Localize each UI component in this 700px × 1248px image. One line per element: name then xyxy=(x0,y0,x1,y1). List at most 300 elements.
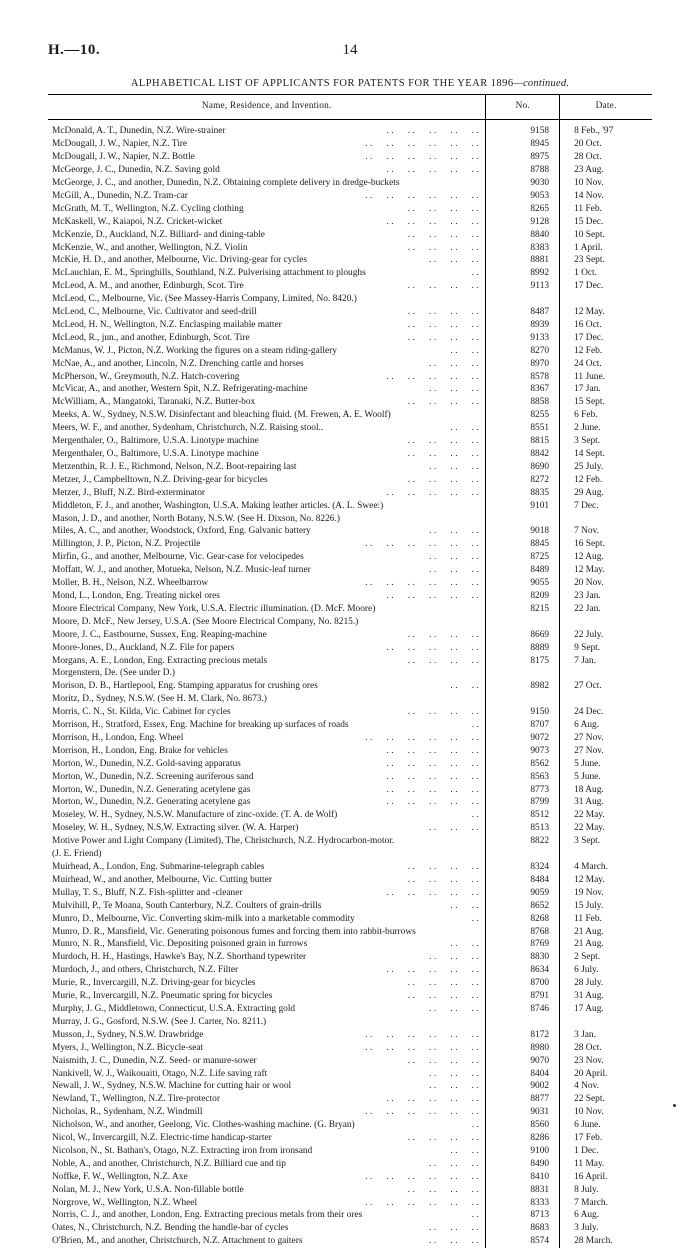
entry-text: Moore-Jones, D., Auckland, N.Z. File for papers xyxy=(52,642,235,653)
entry-text: Murphy, J. G., Middletown, Connecticut, U.S.A. Extracting gold xyxy=(52,1003,296,1014)
entry-text: Muirhead, A., London, Eng. Submarine-telegraph cables xyxy=(52,862,265,872)
entry-date: 8 Feb., '97 xyxy=(574,126,614,137)
entry-number: 9133 xyxy=(486,332,560,345)
entry-number xyxy=(486,693,560,706)
table-row xyxy=(48,461,652,474)
entry-description xyxy=(48,125,486,138)
entry-date: 15 July. xyxy=(574,900,604,911)
entry-number: 8634 xyxy=(486,964,560,977)
leader-dots: .. .. .. .. xyxy=(407,873,482,884)
table-row xyxy=(48,1183,652,1196)
entry-date: 12 Feb. xyxy=(574,345,603,356)
entry-number: 9030 xyxy=(486,177,560,190)
entry-description xyxy=(48,564,486,577)
table-row xyxy=(48,990,652,1003)
entry-text: Nicholas, R., Sydenham, N.Z. Windmill xyxy=(52,1107,203,1118)
table-row xyxy=(48,383,652,396)
entry-number: 8513 xyxy=(486,822,560,835)
leader-dots: .. .. xyxy=(450,680,482,691)
entry-text: Mullay, T. S., Bluff, N.Z. Fish-splitter and -cleaner xyxy=(52,887,243,898)
table-row xyxy=(48,822,652,835)
entry-number: 8858 xyxy=(486,396,560,409)
entry-description xyxy=(48,1003,486,1016)
entry-description xyxy=(48,1028,486,1041)
entry-date: 1 April. xyxy=(574,242,603,253)
column-header-no: No. xyxy=(486,94,560,120)
entry-date: 2 Sept. xyxy=(574,952,601,963)
entry-date: 14 Sept. xyxy=(574,449,605,459)
entry-text: Murdoch, H. H., Hastings, Hawke's Bay, N.Z. Shorthand typewriter xyxy=(52,952,307,963)
leader-dots: .. .. .. .. xyxy=(407,435,482,446)
table-row xyxy=(48,861,652,874)
entry-date: 7 Jan. xyxy=(574,655,596,666)
entry-number: 8324 xyxy=(486,861,560,874)
entry-number: 8788 xyxy=(486,164,560,177)
leader-dots: .. .. .. .. .. xyxy=(386,770,482,781)
entry-text: Musson, J., Sydney, N.S.W. Drawbridge xyxy=(52,1029,204,1040)
entry-date: 3 Sept. xyxy=(574,836,601,847)
leader-dots: .. .. .. .. .. .. xyxy=(365,1196,482,1207)
entry-date: 11 June. xyxy=(574,371,605,382)
table-row xyxy=(48,1158,652,1171)
entry-number: 9100 xyxy=(486,1145,560,1158)
applicants-table xyxy=(48,94,652,1248)
entry-description xyxy=(48,886,486,899)
entry-text: Meeks, A. W., Sydney, N.S.W. Disinfectant and bleaching fluid. (M. Frewen, A. E. Woolf) xyxy=(52,410,391,421)
leader-dots: .. .. .. .. xyxy=(407,706,482,717)
entry-text: McKenzie, D., Auckland, N.Z. Billiard- and dining-table xyxy=(52,229,265,240)
entry-date: 28 March. xyxy=(574,1236,613,1247)
leader-dots: .. .. .. .. xyxy=(407,990,482,1001)
entry-number: 8560 xyxy=(486,1119,560,1132)
leader-dots: .. .. .. .. .. xyxy=(386,744,482,755)
entry-description xyxy=(48,306,486,319)
leader-dots: .. .. .. .. .. .. xyxy=(365,1106,482,1117)
entry-description xyxy=(48,448,486,461)
entry-description xyxy=(48,357,486,370)
entry-description xyxy=(48,667,486,680)
entry-date: 12 May. xyxy=(574,307,605,318)
entry-description xyxy=(48,1016,486,1029)
entry-description xyxy=(48,499,486,512)
entry-date: 7 Nov. xyxy=(574,526,599,537)
leader-dots: .. .. .. xyxy=(429,1157,482,1168)
table-row xyxy=(48,577,652,590)
leader-dots: .. .. .. .. .. xyxy=(386,757,482,768)
entry-description xyxy=(48,241,486,254)
entry-date: 7 March. xyxy=(574,1197,608,1208)
entry-number: 8791 xyxy=(486,990,560,1003)
leader-dots: .. .. .. .. .. .. xyxy=(365,731,482,742)
table-row xyxy=(48,138,652,151)
entry-number: 8487 xyxy=(486,306,560,319)
entry-text: Morton, W., Dunedin, N.Z. Gold-saving apparatus xyxy=(52,758,241,769)
entry-number: 8215 xyxy=(486,603,560,616)
entry-date: 23 Sept. xyxy=(574,255,605,266)
entry-date: 9 Sept. xyxy=(574,642,601,653)
entry-text: Newland, T., Wellington, N.Z. Tire-protector xyxy=(52,1094,220,1105)
entry-description xyxy=(48,912,486,925)
entry-date: 12 Aug. xyxy=(574,552,604,563)
page-number: 14 xyxy=(342,42,358,58)
entry-number xyxy=(486,293,560,306)
table-row xyxy=(48,603,652,616)
entry-text: Morgenstern, De. (See under D.) xyxy=(52,668,175,679)
table-row xyxy=(48,1145,652,1158)
entry-number: 8725 xyxy=(486,551,560,564)
entry-number: 8840 xyxy=(486,228,560,241)
entry-number: 8799 xyxy=(486,796,560,809)
table-row xyxy=(48,964,652,977)
entry-description xyxy=(48,551,486,564)
entry-text: McKie, H. D., and another, Melbourne, Vic. Driving-gear for cycles xyxy=(52,255,308,266)
entry-text: McLeod, H. N., Wellington, N.Z. Enclasping mailable matter xyxy=(52,319,282,330)
entry-number: 8830 xyxy=(486,951,560,964)
entry-text: Muirhead, W., and another, Melbourne, Vic. Cutting butter xyxy=(52,874,272,885)
entry-text: McLeod, C., Melbourne, Vic. (See Massey-Harris Company, Limited, No. 8420.) xyxy=(52,294,357,305)
entry-date: 17 Feb. xyxy=(574,1133,603,1144)
leader-dots: .. .. .. .. xyxy=(407,861,482,871)
entry-number: 9070 xyxy=(486,1054,560,1067)
entry-text: Middleton, F. J., and another, Washington, U.S.A. Making leather articles. (A. L. Swee:) xyxy=(52,500,384,511)
entry-description xyxy=(48,680,486,693)
entry-number: 8939 xyxy=(486,319,560,332)
entry-description xyxy=(48,1145,486,1158)
entry-description xyxy=(48,835,486,848)
entry-description xyxy=(48,1067,486,1080)
leader-dots: .. xyxy=(471,1209,482,1220)
entry-description xyxy=(48,396,486,409)
entry-description xyxy=(48,693,486,706)
table-row xyxy=(48,125,652,138)
entry-description xyxy=(48,1054,486,1067)
entry-text: Nicol, W., Invercargill, N.Z. Electric-time handicap-starter xyxy=(52,1133,272,1144)
leader-dots: .. .. .. .. xyxy=(407,280,482,291)
leader-dots: .. xyxy=(471,809,482,820)
table-row xyxy=(48,293,652,306)
entry-date: 24 Oct. xyxy=(574,358,602,369)
entry-text: Motive Power and Light Company (Limited), The, Christchurch, N.Z. Hydrocarbon-motor. xyxy=(52,836,395,847)
entry-number: 8272 xyxy=(486,473,560,486)
leader-dots: .. .. .. .. .. xyxy=(386,1093,482,1104)
leader-dots: .. .. .. .. .. .. xyxy=(365,538,482,549)
entry-number: 9031 xyxy=(486,1106,560,1119)
entry-date xyxy=(560,693,652,706)
entry-date: 3 Sept. xyxy=(574,436,601,447)
table-row xyxy=(48,202,652,215)
entry-number: 8333 xyxy=(486,1196,560,1209)
entry-date: 16 Sept. xyxy=(574,539,605,550)
entry-description xyxy=(48,422,486,435)
entry-number: 8982 xyxy=(486,680,560,693)
entry-date: 24 Dec. xyxy=(574,707,604,718)
entry-description xyxy=(48,899,486,912)
entry-number: 8563 xyxy=(486,770,560,783)
entry-date: 6 Feb. xyxy=(574,410,598,421)
entry-description xyxy=(48,822,486,835)
entry-description xyxy=(48,990,486,1003)
entry-text: Morgans, A. E., London, Eng. Extracting precious metals xyxy=(52,655,268,666)
entry-description xyxy=(48,332,486,345)
entry-description xyxy=(48,732,486,745)
leader-dots: .. .. .. .. xyxy=(407,1183,482,1194)
entry-number: 8490 xyxy=(486,1158,560,1171)
entry-date: 3 Jan. xyxy=(574,1029,596,1040)
entry-date: 7 Dec. xyxy=(574,500,599,511)
entry-description xyxy=(48,461,486,474)
table-row xyxy=(48,254,652,267)
entry-number: 8945 xyxy=(486,138,560,151)
entry-description xyxy=(48,951,486,964)
table-row xyxy=(48,306,652,319)
entry-number: 9150 xyxy=(486,706,560,719)
entry-date: 23 Nov. xyxy=(574,1055,604,1066)
entry-date: 5 June. xyxy=(574,771,601,782)
entry-text: Morrison, H., Stratford, Essex, Eng. Machine for breaking up surfaces of roads xyxy=(52,720,349,731)
entry-date: 17 Jan. xyxy=(574,384,601,395)
table-row xyxy=(48,164,652,177)
entry-date xyxy=(560,293,652,306)
entry-description xyxy=(48,925,486,938)
table-row xyxy=(48,525,652,538)
entry-date: 25 July. xyxy=(574,461,604,472)
entry-date: 31 Aug. xyxy=(574,797,604,808)
entry-number: 9053 xyxy=(486,190,560,203)
entry-text: Metzenthin, R. J. E., Richmond, Nelson, N.Z. Boot-repairing last xyxy=(52,461,297,472)
entry-number: 9113 xyxy=(486,280,560,293)
entry-text: McLeod, A. M., and another, Edinburgh, Scot. Tire xyxy=(52,281,244,292)
table-row xyxy=(48,628,652,641)
entry-date: 22 Jan. xyxy=(574,603,601,614)
leader-dots: .. .. .. .. xyxy=(407,1054,482,1065)
entry-text: Moseley, W. H., Sydney, N.S.W. Manufacture of zinc-oxide. (T. A. de Wolf) xyxy=(52,810,338,821)
entry-description xyxy=(48,615,486,628)
table-row xyxy=(48,1209,652,1222)
leader-dots: .. .. .. xyxy=(429,525,482,536)
leader-dots: .. .. .. .. xyxy=(407,448,482,458)
entry-number: 8175 xyxy=(486,654,560,667)
entry-description xyxy=(48,1093,486,1106)
entry-date: 20 Nov. xyxy=(574,578,604,589)
entry-date: 4 Nov. xyxy=(574,1081,599,1092)
leader-dots: .. .. .. .. xyxy=(407,396,482,407)
table-row xyxy=(48,448,652,461)
table-row xyxy=(48,1222,652,1235)
entry-date: 5 June. xyxy=(574,758,601,769)
table-row xyxy=(48,951,652,964)
entry-date: 23 Aug. xyxy=(574,165,604,176)
entry-description xyxy=(48,293,486,306)
entry-date: 6 July. xyxy=(574,965,599,976)
entry-number: 8773 xyxy=(486,783,560,796)
entry-text: McKaskell, W., Kaiapoi, N.Z. Cricket-wicket xyxy=(52,216,223,227)
entry-date xyxy=(560,1016,652,1029)
leader-dots: .. .. xyxy=(450,344,482,355)
leader-dots: .. .. .. .. .. .. xyxy=(365,1028,482,1039)
table-row xyxy=(48,1170,652,1183)
entry-number: 8484 xyxy=(486,874,560,887)
entry-number: 8815 xyxy=(486,435,560,448)
entry-description xyxy=(48,706,486,719)
entry-description xyxy=(48,1158,486,1171)
entry-text: McVicar, A., and another, Western Spit, N.Z. Refrigerating-machine xyxy=(52,384,308,395)
entry-description xyxy=(48,228,486,241)
entry-date: 4 March. xyxy=(574,862,608,872)
entry-text: Morrison, H., London, Eng. Wheel xyxy=(52,732,184,743)
leader-dots: .. .. .. xyxy=(429,951,482,962)
table-row xyxy=(48,719,652,732)
leader-dots: .. .. xyxy=(450,938,482,949)
entry-description xyxy=(48,745,486,758)
leader-dots: .. .. .. .. xyxy=(407,473,482,484)
table-row xyxy=(48,886,652,899)
table-row xyxy=(48,809,652,822)
entry-date: 16 April. xyxy=(574,1171,608,1182)
entry-number: 9158 xyxy=(486,125,560,138)
applicants-table-wrap xyxy=(48,94,652,1247)
entry-text: Mergenthaler, O., Baltimore, U.S.A. Linotype machine xyxy=(52,436,259,447)
entry-number: 8881 xyxy=(486,254,560,267)
leader-dots: .. .. .. .. xyxy=(407,241,482,252)
table-row xyxy=(48,1016,652,1029)
entry-date: 20 April. xyxy=(574,1068,608,1079)
entry-number: 8683 xyxy=(486,1222,560,1235)
leader-dots: .. .. .. xyxy=(429,1067,482,1078)
entry-description xyxy=(48,202,486,215)
table-row xyxy=(48,732,652,745)
entry-description xyxy=(48,1041,486,1054)
entry-description xyxy=(48,473,486,486)
entry-number: 8980 xyxy=(486,1041,560,1054)
entry-text: Mond, L., London, Eng. Treating nickel ores xyxy=(52,590,220,601)
entry-description xyxy=(48,641,486,654)
leader-dots: .. .. .. xyxy=(429,551,482,562)
entry-text: Moseley, W. H., Sydney, N.S.W. Extracting silver. (W. A. Harper) xyxy=(52,823,299,834)
table-head xyxy=(48,94,652,120)
entry-text: Morton, W., Dunedin, N.Z. Screening auriferous sand xyxy=(52,771,254,782)
entry-text: Murie, R., Invercargill, N.Z. Pneumatic spring for bicycles xyxy=(52,991,273,1002)
table-row xyxy=(48,215,652,228)
entry-text: McLeod, C., Melbourne, Vic. Cultivator and seed-drill xyxy=(52,307,257,318)
leader-dots: .. .. xyxy=(450,899,482,910)
table-row xyxy=(48,1235,652,1248)
leader-dots: .. .. .. .. xyxy=(407,306,482,317)
entry-text: McDougall, J. W., Napier, N.Z. Tire xyxy=(52,139,188,150)
leader-dots: .. xyxy=(471,267,482,278)
leader-dots: .. .. .. xyxy=(429,822,482,833)
table-row xyxy=(48,796,652,809)
entry-date: 22 Sept. xyxy=(574,1094,605,1105)
table-row xyxy=(48,848,652,861)
entry-date: 27 Oct. xyxy=(574,681,602,692)
entry-text: Mirfin, G., and another, Melbourne, Vic. Gear-case for velocipedes xyxy=(52,552,304,563)
entry-text: Nankivell, W. J., Waikouaiti, Otago, N.Z. Life saving raft xyxy=(52,1068,268,1079)
entry-number: 9055 xyxy=(486,577,560,590)
entry-date: 1 Oct. xyxy=(574,268,597,279)
leader-dots: .. .. .. .. .. xyxy=(386,783,482,794)
entry-number: 8768 xyxy=(486,925,560,938)
entry-description xyxy=(48,628,486,641)
entry-number: 8889 xyxy=(486,641,560,654)
entry-date: 22 May. xyxy=(574,810,605,821)
table-row xyxy=(48,977,652,990)
entry-date: 12 Feb. xyxy=(574,474,603,485)
leader-dots: .. .. .. xyxy=(429,383,482,394)
entry-text: McDonald, A. T., Dunedin, N.Z. Wire-strainer xyxy=(52,126,226,137)
entry-number: 9101 xyxy=(486,499,560,512)
entry-description xyxy=(48,1119,486,1132)
entry-text: Murray, J. G., Gosford, N.S.W. (See J. Carter, No. 8211.) xyxy=(52,1016,267,1027)
entry-date: 19 Nov. xyxy=(574,887,604,898)
leader-dots: .. .. .. .. .. xyxy=(386,641,482,652)
column-header-name: Name, Residence, and Invention. xyxy=(48,94,486,120)
entry-text: McPherson, W., Greymouth, N.Z. Hatch-covering xyxy=(52,371,240,382)
entry-description xyxy=(48,938,486,951)
entry-text: Meers, W. F., and another, Sydenham, Christchurch, N.Z. Raising stool.. xyxy=(52,423,324,434)
entry-date xyxy=(560,615,652,628)
entry-description xyxy=(48,512,486,525)
entry-number: 8877 xyxy=(486,1093,560,1106)
table-row xyxy=(48,1041,652,1054)
entry-date xyxy=(560,512,652,525)
entry-text: Morton, W., Dunedin, N.Z. Generating acetylene gas xyxy=(52,784,251,795)
entry-text: McWilliam, A., Mangatoki, Taranaki, N.Z. Butter-box xyxy=(52,397,256,408)
leader-dots: .. .. .. .. .. .. xyxy=(365,1170,482,1181)
entry-number: 8209 xyxy=(486,590,560,603)
leader-dots: .. .. .. .. .. xyxy=(386,964,482,975)
entry-date xyxy=(560,848,652,861)
entry-text: Metzer, J., Campbelltown, N.Z. Driving-gear for bicycles xyxy=(52,474,268,485)
entry-text: McGill, A., Dunedin, N.Z. Tram-car xyxy=(52,190,188,201)
leader-dots: .. .. .. .. .. xyxy=(386,486,482,497)
entry-text: (J. E. Friend) xyxy=(52,849,102,860)
entry-description xyxy=(48,577,486,590)
leader-dots: .. .. .. .. xyxy=(407,1132,482,1143)
entry-number: 8713 xyxy=(486,1209,560,1222)
entry-description xyxy=(48,344,486,357)
entry-number xyxy=(486,615,560,628)
entry-text: Naismith, J. C., Dunedin, N.Z. Seed- or manure-sower xyxy=(52,1055,257,1066)
table-row xyxy=(48,370,652,383)
leader-dots: .. .. .. .. .. xyxy=(386,125,482,136)
leader-dots: .. .. .. .. .. xyxy=(386,796,482,807)
table-row xyxy=(48,835,652,848)
entry-date: 27 Nov. xyxy=(574,732,604,743)
entry-date: 28 July. xyxy=(574,978,604,989)
table-row xyxy=(48,680,652,693)
entry-text: McLeod, R., jun., and another, Edinburgh, Scot. Tire xyxy=(52,332,250,343)
leader-dots: .. xyxy=(471,1119,482,1130)
entry-description xyxy=(48,190,486,203)
leader-dots: .. .. .. .. .. .. xyxy=(365,151,482,162)
entry-text: Nicholson, W., and another, Geelong, Vic. Clothes-washing machine. (G. Bryan) xyxy=(52,1120,355,1131)
table-row xyxy=(48,770,652,783)
leader-dots: .. .. xyxy=(450,422,482,433)
entry-number: 8489 xyxy=(486,564,560,577)
entry-description xyxy=(48,280,486,293)
entry-text: McDougall, J. W., Napier, N.Z. Bottle xyxy=(52,152,195,163)
entry-date: 3 July. xyxy=(574,1223,599,1234)
entry-date: 6 Aug. xyxy=(574,1210,600,1221)
leader-dots: .. xyxy=(471,719,482,730)
table-row xyxy=(48,641,652,654)
entry-text: Millington, J. P., Picton, N.Z. Projectile xyxy=(52,539,201,550)
entry-text: Morison, D. B., Hartlepool, Eng. Stamping apparatus for crushing ores xyxy=(52,681,318,692)
table-row xyxy=(48,473,652,486)
table-row xyxy=(48,435,652,448)
entry-number: 8835 xyxy=(486,486,560,499)
entry-number: 8992 xyxy=(486,267,560,280)
